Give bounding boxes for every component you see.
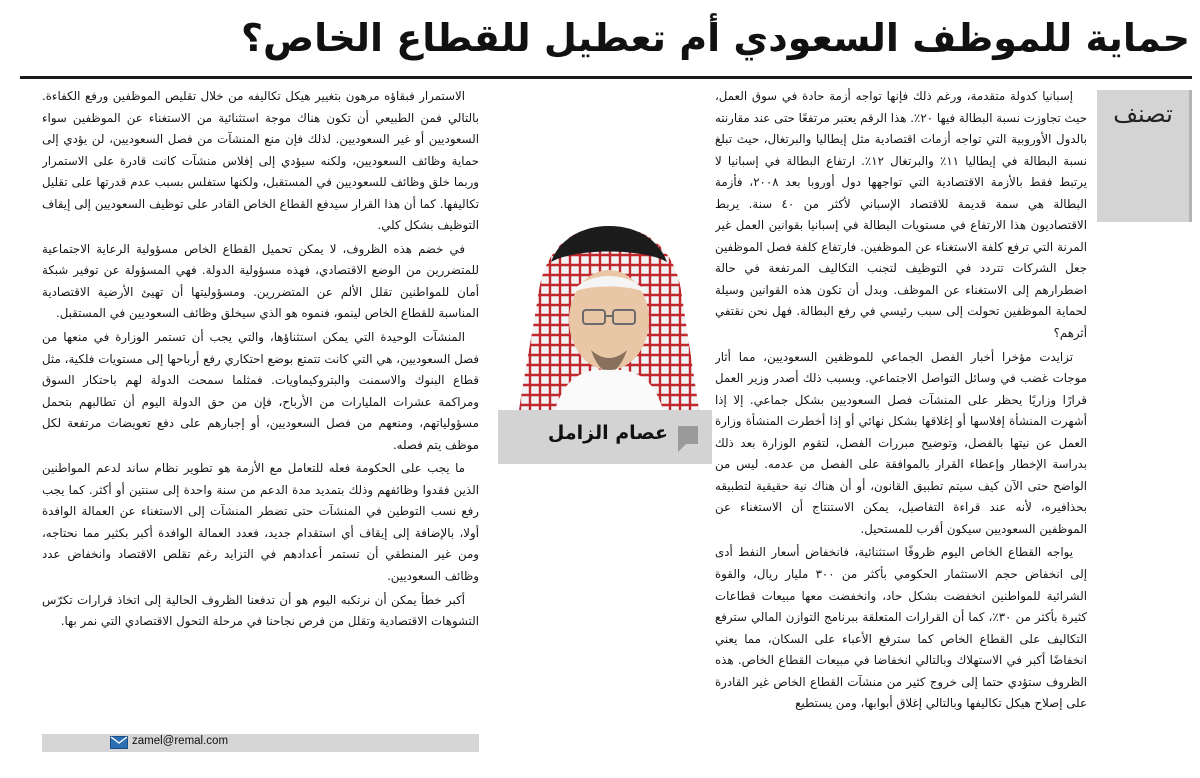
envelope-icon bbox=[110, 736, 128, 749]
article-column-right bbox=[715, 86, 1087, 778]
paragraph: يواجه القطاع الخاص اليوم ظروفًا استثنائية، فانخفاض أسعار النفط أدى إلى انخفاض حجم الاستثمار الحكومي بأكثر من ٣٠٠ مليار ريال، والقوة الشرائية للمواطنين انخفضت بشكل حاد، وانخفضت معها مبيعات قطاعات كثيرة بأكثر من ٣٠٪، كما أن القرارات المتعلقة ببرنامج التوازن المالي سترفع التكاليف على القطاع الخاص كما سترفع الأعباء على السكان، مما يعني انخفاضًا أكبر في الاستهلاك وبالتالي انخفاضا في مبيعات القطاع الخاص. هذه الظروف ستؤدي حتما إلى خروج كثير من منشآت القطاع الخاص غير القادرة على إصلاح هيكل تكاليفها وبالتالي إغلاق أبوابها، ومن يستطيع bbox=[715, 545, 1087, 711]
author-portrait bbox=[515, 220, 703, 410]
author-name: عصام الزامل bbox=[547, 422, 668, 444]
quote-mark-icon bbox=[674, 424, 700, 454]
paragraph: أكبر خطأ يمكن أن نرتكبه اليوم هو أن تدفعنا الظروف الحالية إلى اتخاذ قرارات تكرّس التشوهات الاقتصادية وتقلل من فرص نجاحنا في مرحلة التحول الاقتصادي التي نمر بها. bbox=[42, 592, 479, 629]
paragraph: في خضم هذه الظروف، لا يمكن تحميل القطاع الخاص مسؤولية الرعاية الاجتماعية للمتضررين من الوضع الاقتصادي، فهذه مسؤولية الدولة. فهي المسؤولة عن توفير شبكة أمان للمواطنين تقلل الألم عن المتضررين. ومسؤوليتها أن تهيئ الأرضية الاقتصادية المناسبة للقطاع الخاص لينمو، فنموه هو الذي سيخلق وظائف السعوديين في المستقبل. bbox=[42, 241, 479, 321]
paragraph: تزايدت مؤخرا أخبار الفصل الجماعي للموظفين السعوديين، مما أثار موجات غضب في وسائل التواصل الاجتماعي. وبسبب ذلك أصدر وزير العمل قرارًا وزاريًا يحظر على المنشآت فصل السعوديين بشكل جماعي. إلا إذا أشهرت المنشأة إفلاسها أو إغلاقها بشكل نهائي أو إذا أخطرت المنشأة وزارة العمل عن نيتها بالفصل، وتوضيح مبررات الفصل، لتقوم الوزارة بعد ذلك بدراسة الإخطار وإعطاء القرار بالموافقة على الفصل من عدمه. ليس من الواضح حتى الآن كيف سيتم تطبيق القانون، أو أن هناك نية حقيقية لتطبيقه بحذافيره، لأنه عند قراءة التفاصيل، يمكن الاستنتاج أن الاستغناء عن الموظفين السعوديين سيكون أقرب للمستحيل. bbox=[715, 349, 1087, 536]
category-tag-label: تصنف bbox=[1113, 100, 1173, 128]
title-divider bbox=[20, 76, 1192, 79]
article-title: حماية للموظف السعودي أم تعطيل للقطاع الخاص؟ bbox=[240, 16, 1190, 60]
author-bar bbox=[498, 410, 712, 464]
paragraph: المنشآت الوحيدة التي يمكن استثناؤها، والتي يجب أن تستمر الوزارة في منعها من فصل السعوديين، هي التي كانت تتمتع بوضع احتكاري رفع أرباحها إلى مستويات فلكية، مثل قطاع البنوك والاسمنت والبتروكيماويات. فمثلما سمحت الدولة لهم باحتكار السوق ومراكمة عشرات المليارات من الأرباح، فإن من حق الدولة اليوم أن تطالبهم بتحمل مسؤولياتهم، ومنعهم من فصل السعوديين، أو إجبارهم على دفع تعويضات مرتفعة لكل موظف يتم فصله. bbox=[42, 330, 479, 452]
category-tag bbox=[1097, 90, 1192, 222]
paragraph: الاستمرار فبقاؤه مرهون بتغيير هيكل تكاليفه من خلال تقليص الموظفين ورفع الكفاءة. بالتالي فمن الطبيعي أن تكون هناك موجة استثنائية من الاستغناء عن الموظفين سواء السعوديين أو غير السعوديين. لذلك فإن منع المنشآت من فصل السعوديين، لن يؤدي إلى حماية وظائف السعوديين، ولكنه سيؤدي إلى إفلاس منشآت كانت قادرة على الاستمرار وربما خلق وظائف للسعوديين في المستقبل، ولكنها ستفلس بسبب عدم قدرتها على تقليل تكاليفها. كما أن هذا القرار سيدفع القطاع الخاص القادر على توظيف السعوديين إلى إيقاف التوظيف بشكل كلي. bbox=[42, 89, 479, 233]
paragraph: إسبانيا كدولة متقدمة، ورغم ذلك فإنها تواجه أزمة حادة في سوق العمل، حيث تجاوزت نسبة البطالة فيها ٢٠٪. هذا الرقم يعتبر مرتفعًا حتى عند مقارنته بالدول الأوروبية التي تواجه أزمات اقتصادية مثل إيطاليا والبرتغال، حيث تبلغ نسبة البطالة في إيطاليا ١١٪ والبرتغال ١٢٪. ارتفاع البطالة في إسبانيا لا يرتبط فقط بالأزمة الاقتصادية التي تواجهها دول أوروبا بعد ٢٠٠٨، فأزمة البطالة هي سمة قديمة للاقتصاد الإسباني لأكثر من ٤٠ سنة. يربط الاقتصاديون هذا الارتفاع في مستويات البطالة في إسبانيا بقوانين العمل غير المرنة التي ترفع كلفة الاستغناء عن الموظفين. فارتفاع كلفة فصل الموظفين جعل الشركات تتردد في التوظيف لتجنب التكاليف المرتفعة في حالة اضطرارهم إلى الاستغناء عن الموظف. وبدل أن تكون هذه القوانين وسيلة لحماية الموظفين تحولت إلى سبب رئيسي في رفع البطالة. فهل نحن نقتفي أثرهم؟ bbox=[715, 89, 1087, 341]
paragraph: ما يجب على الحكومة فعله للتعامل مع الأزمة هو تطوير نظام ساند لدعم المواطنين الذين فقدوا وظائفهم وذلك بتمديد مدة الدعم من سنة واحدة إلى سنتين أو أكثر. كما يجب رفع نسب التوطين في المنشآت حتى تضطر المنشآت إلى الاستغناء عن العمالة الوافدة أولا، بالإضافة إلى إيقاف أي استقدام جديد، فعدد العمالة الوافدة أكبر بكثير مما نحتاجه، ومن غير المنطقي أن تستمر أعدادهم في التزايد رغم تقلص الاقتصاد وانخفاض عدد وظائف السعوديين. bbox=[42, 461, 479, 584]
author-email[interactable]: zamel@remal.com bbox=[132, 735, 229, 747]
article-column-left bbox=[42, 86, 479, 726]
email-bar bbox=[42, 734, 479, 752]
